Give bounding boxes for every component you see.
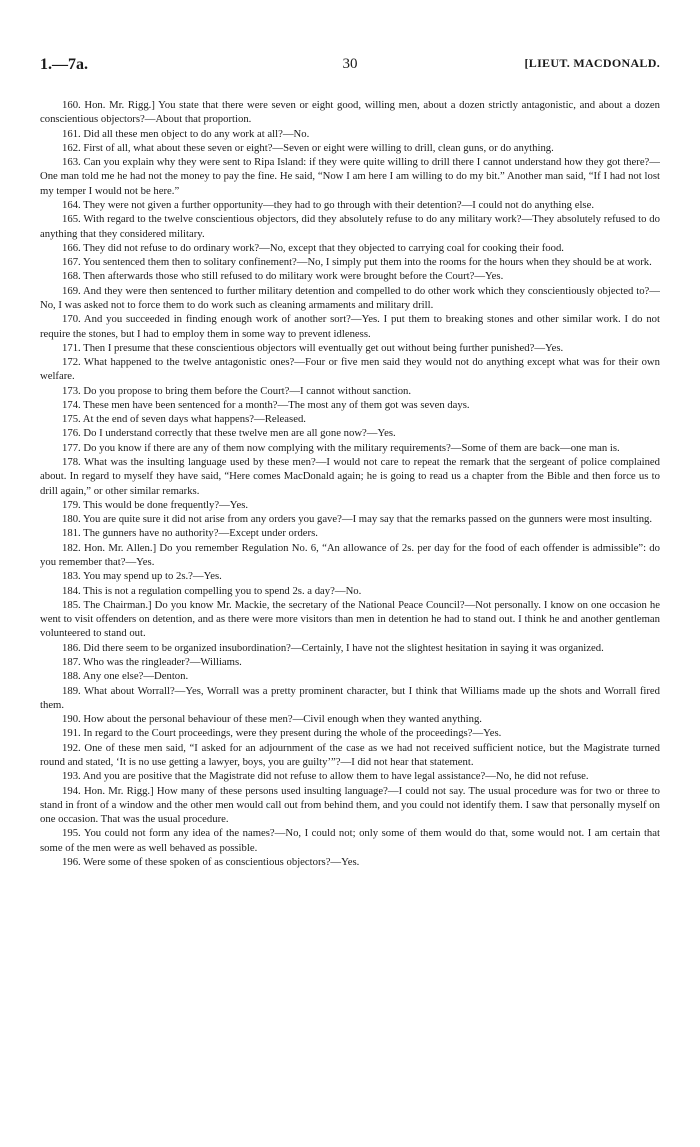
transcript-paragraph: 171. Then I presume that these conscientious objectors will eventually get out without being further punished?—Yes.: [62, 341, 564, 354]
transcript-paragraph: 173. Do you propose to bring them before the Court?—I cannot without sanction.: [62, 384, 412, 397]
transcript-paragraph: 189. What about Worrall?—Yes, Worrall was a pretty prominent character, but I think that Williams made up the shots and Worrall fired them.: [40, 684, 660, 711]
transcript-paragraph: 196. Were some of these spoken of as conscientious objectors?—Yes.: [62, 855, 360, 868]
document-reference: 1.—7a.: [40, 56, 88, 73]
transcript-paragraph: 178. What was the insulting language used by these men?—I would not care to repeat the remark that the sergeant of police complained about. In regard to myself they have said, “Here comes MacDonald again; he is going to read us a chapter from the Bible and then force us to drill again,” or other similar remarks.: [40, 456, 660, 497]
transcript-paragraph: 165. With regard to the twelve conscientious objectors, did they absolutely refuse to do any military work?—They absolutely refused to do anything that they considered military.: [40, 213, 660, 240]
transcript-paragraph: 168. Then afterwards those who still refused to do military work were brought before the Court?—Yes.: [62, 270, 504, 283]
transcript-paragraph: 184. This is not a regulation compelling you to spend 2s. a day?—No.: [62, 584, 362, 597]
transcript-paragraph: 191. In regard to the Court proceedings, were they present during the whole of the proceedings?—Yes.: [62, 727, 502, 740]
transcript-body: [40, 98, 660, 869]
transcript-paragraph: 185. The Chairman.] Do you know Mr. Mackie, the secretary of the National Peace Council?—Not personally. I know on one occasion he went to visit offenders on detention, and as there were more visitors than men in detention he had to stand out. I think he and another gentleman volunteered to stand out.: [40, 598, 660, 640]
transcript-paragraph: 164. They were not given a further opportunity—they had to go through with their detention?—I could not do anything else.: [62, 198, 594, 211]
transcript-paragraph: 181. The gunners have no authority?—Except under orders.: [62, 527, 318, 540]
transcript-paragraph: 176. Do I understand correctly that these twelve men are all gone now?—Yes.: [62, 427, 396, 440]
transcript-paragraph: 183. You may spend up to 2s.?—Yes.: [62, 570, 222, 583]
transcript-paragraph: 175. At the end of seven days what happens?—Released.: [62, 413, 306, 426]
transcript-paragraph: 174. These men have been sentenced for a month?—The most any of them got was seven days.: [62, 398, 470, 411]
page-number: 30: [342, 56, 358, 72]
transcript-paragraph: 190. How about the personal behaviour of these men?—Civil enough when they wanted anything.: [62, 713, 482, 726]
transcript-paragraph: 192. One of these men said, “I asked for an adjournment of the case as we had not received sufficient notice, but the Magistrate turned round and stated, ‘It is no use getting a lawyer, boys, you are guilty’”?—I did not hear that statement.: [40, 741, 660, 768]
witness-name: [LIEUT. MACDONALD.: [524, 56, 660, 70]
transcript-paragraph: 188. Any one else?—Denton.: [62, 670, 189, 683]
transcript-paragraph: 186. Did there seem to be organized insubordination?—Certainly, I have not the slightest hesitation in saying it was organized.: [62, 641, 604, 654]
transcript-paragraph: 193. And you are positive that the Magistrate did not refuse to allow them to have legal assistance?—No, he did not refuse.: [62, 770, 589, 783]
transcript-paragraph: 195. You could not form any idea of the names?—No, I could not; only some of them would do that, some would not. I am certain that some of the men were as well behaved as possible.: [40, 827, 660, 854]
transcript-paragraph: 160. Hon. Mr. Rigg.] You state that there were seven or eight good, willing men, about a dozen strictly antagonistic, and about a dozen conscientious objectors?—About that proportion.: [40, 99, 660, 126]
transcript-paragraph: 169. And they were then sentenced to further military detention and compelled to do other work which they conscientiously objected to?—No, I was asked not to force them to do work such as cleaning armaments and military drill.: [40, 284, 660, 311]
transcript-paragraph: 167. You sentenced them then to solitary confinement?—No, I simply put them into the rooms for the hours when they should be at work.: [62, 256, 652, 269]
transcript-paragraph: 177. Do you know if there are any of them now complying with the military requirements?—Some of them are back—one man is.: [62, 441, 620, 454]
transcript-paragraph: 179. This would be done frequently?—Yes.: [62, 498, 249, 511]
transcript-paragraph: 166. They did not refuse to do ordinary work?—No, except that they objected to carrying coal for cooking their food.: [62, 241, 564, 254]
transcript-paragraph: 161. Did all these men object to do any work at all?—No.: [62, 127, 310, 140]
transcript-paragraph: 172. What happened to the twelve antagonistic ones?—Four or five men said they would not do anything except what was for their own welfare.: [40, 356, 660, 383]
transcript-paragraph: 194. Hon. Mr. Rigg.] How many of these persons used insulting language?—I could not say. The usual procedure was for two or three to stand in front of a window and the other men would call out from behind them, and you could not identify them. I saw that personally myself on one occasion. That was the usual procedure.: [40, 784, 660, 826]
page-header: [40, 56, 660, 76]
transcript-paragraph: 182. Hon. Mr. Allen.] Do you remember Regulation No. 6, “An allowance of 2s. per day for the food of each offender is admissible”: do you remember that?—Yes.: [40, 541, 660, 568]
transcript-paragraph: 187. Who was the ringleader?—Williams.: [62, 655, 242, 668]
transcript-paragraph: 163. Can you explain why they were sent to Ripa Island: if they were quite willing to drill there I cannot understand how they got there?—One man told me he had not the money to pay the fine. He said, “Now I am here I am willing to do my bit.” Another man said, “If I had not lost my temper I would not be here.”: [40, 156, 660, 197]
transcript-paragraph: 180. You are quite sure it did not arise from any orders you gave?—I may say that the remarks passed on the gunners were most insulting.: [62, 513, 653, 526]
transcript-paragraph: 162. First of all, what about these seven or eight?—Seven or eight were willing to drill, clean guns, or do anything.: [62, 141, 554, 154]
transcript-paragraph: 170. And you succeeded in finding enough work of another sort?—Yes. I put them to breaking stones and other similar work. I do not require the stones, but I had to employ them in some way to prevent idleness.: [40, 313, 660, 340]
